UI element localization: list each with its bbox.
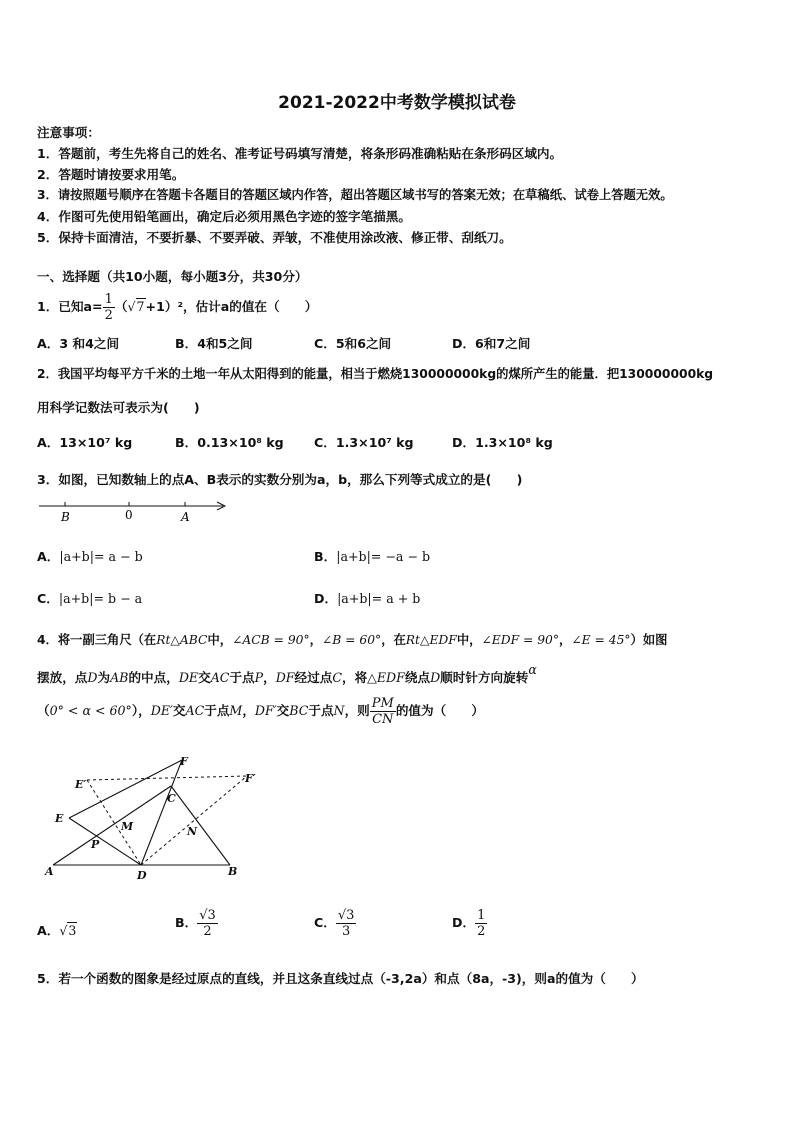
q4-l2f: DE — [178, 670, 199, 685]
q4-ratio-den: CN — [370, 711, 396, 727]
label-p: P — [91, 838, 100, 851]
q4-l2s: 顺时针方向旋转 — [440, 670, 529, 685]
q3-option-b-expr: |a+b|= −a − b — [336, 549, 431, 564]
q4-l1b: Rt△ABC — [156, 633, 208, 647]
q4-l3m: 于点 — [308, 703, 334, 718]
question-2-line-1: 2．我国平均每平方千米的土地一年从太阳得到的能量，相当于燃烧130000000kg的煤所产生的能量．把130000000kg — [37, 367, 714, 381]
q4-l3e: 交 — [172, 703, 186, 718]
label-zero: 0 — [125, 508, 133, 522]
segment-df-prime — [141, 776, 247, 865]
q4-l3c: ）， — [131, 703, 151, 718]
q4-l1a: 4．将一副三角尺（在 — [37, 633, 157, 647]
q4-l3g: 于点 — [204, 703, 230, 718]
q4-l3h: M — [229, 703, 243, 718]
q1-open: （ — [114, 299, 128, 314]
q4-l2m: 经过点 — [294, 670, 333, 685]
q3-option-c-label: C． — [37, 591, 59, 606]
q2-option-a[interactable] — [37, 432, 132, 451]
q1-sqrt-symbol: √ — [127, 299, 136, 314]
q4-l2q: 绕点 — [404, 670, 431, 685]
q4-l2l: DF — [275, 670, 295, 685]
q3-option-c[interactable] — [37, 588, 142, 607]
question-4-line-2 — [37, 662, 537, 686]
section-heading: 一、选择题（共10小题，每小题3分，共30分） — [37, 269, 308, 284]
q2-option-c[interactable] — [314, 432, 414, 451]
q4-l1e: ， — [309, 633, 322, 647]
label-b: B — [61, 510, 70, 524]
question-5-stem: 5．若一个函数的图象是经过原点的直线，并且这条直线过点（-3,2a）和点（8a，-3)，则a的值为（ ） — [37, 971, 644, 986]
q4-l1i: 中， — [456, 633, 482, 647]
q4-option-a-value: √3 — [59, 923, 77, 938]
q4-option-d-label: D． — [452, 915, 476, 930]
note-item-1: 1．答题前，考生先将自己的姓名、准考证号码填写清楚，将条形码准确粘贴在条形码区域内。 — [37, 146, 563, 161]
q4-l1d: ∠ACB = 90° — [232, 633, 310, 647]
q2-option-d-value: 1.3×10⁸ kg — [475, 435, 553, 450]
q4-l1l: ∠E = 45° — [571, 633, 631, 647]
q4-l2p: △EDF — [367, 670, 405, 685]
q4-option-d-num: 1 — [477, 908, 486, 923]
q1-option-b[interactable]: B．4和5之间 — [175, 336, 253, 351]
question-3-stem: 3．如图，已知数轴上的点A、B表示的实数分别为a，b，那么下列等式成立的是( ) — [37, 472, 523, 487]
q2-option-a-label: A． — [37, 435, 60, 450]
q4-l2g: 交 — [198, 670, 211, 685]
label-f: F — [180, 755, 188, 768]
q4-l1g: ，在 — [381, 633, 406, 647]
q4-option-c[interactable] — [314, 908, 356, 939]
q4-option-b-den: 2 — [197, 923, 218, 939]
q4-l3d: DE′ — [150, 703, 173, 718]
q3-option-b-label: B． — [314, 549, 337, 564]
q4-option-a-radicand: 3 — [68, 923, 77, 938]
q4-l3b: 0° < α < 60° — [49, 703, 132, 718]
q3-option-d[interactable] — [314, 588, 420, 607]
q4-ratio-fraction — [370, 696, 396, 727]
q4-l2j: P — [254, 670, 264, 685]
question-2-line-2: 用科学记数法可表示为( ) — [37, 400, 200, 415]
q4-l2h: AC — [210, 670, 230, 685]
q2-option-b-value: 0.13×10⁸ kg — [197, 435, 284, 450]
segment-df — [141, 760, 182, 865]
q1-option-c[interactable]: C．5和6之间 — [314, 336, 392, 351]
q4-option-b[interactable] — [175, 908, 218, 939]
q4-l2d: AB — [110, 670, 129, 685]
question-1-stem — [37, 292, 317, 323]
q4-l1f: ∠B = 60° — [321, 633, 382, 647]
q3-option-b[interactable] — [314, 546, 430, 565]
label-d: D — [137, 869, 147, 882]
q4-option-a[interactable] — [37, 920, 77, 939]
question-4-line-3 — [37, 696, 484, 727]
q4-l1j: ∠EDF = 90° — [481, 633, 560, 647]
note-item-5: 5．保持卡面清洁，不要折暴、不要弄破、弄皱，不准使用涂改液、修正带、刮纸刀。 — [37, 230, 512, 245]
q4-l3j: DF′ — [254, 703, 277, 718]
q4-l2c: 为 — [97, 670, 111, 685]
q1-frac-num: 1 — [104, 292, 113, 307]
q2-option-d-label: D． — [452, 435, 476, 450]
note-item-3: 3．请按照题号顺序在答题卡各题目的答题区域内作答，超出答题区域书写的答案无效；在草稿纸、试卷上答题无效。 — [37, 188, 673, 202]
q4-l3i: ， — [242, 703, 255, 718]
q3-option-d-label: D． — [314, 591, 338, 606]
q4-l2i: 于点 — [229, 670, 255, 685]
q4-l3p: 的值为（ ） — [395, 703, 484, 718]
q2-option-a-value: 13×10⁷ kg — [59, 435, 133, 450]
q4-l2r: D — [430, 670, 441, 685]
label-a: A — [45, 865, 54, 878]
q2-option-c-value: 1.3×10⁷ kg — [335, 435, 414, 450]
q3-option-a-label: A． — [37, 549, 60, 564]
q1-option-a[interactable]: A．3 和4之间 — [37, 336, 120, 351]
q4-l2k: ， — [263, 670, 276, 685]
label-e: E — [55, 812, 64, 825]
q3-option-a[interactable] — [37, 546, 143, 565]
label-f-prime: F′ — [245, 772, 256, 785]
q4-l3l: BC — [289, 703, 309, 718]
q4-l1c: 中， — [207, 633, 233, 647]
q1-fraction — [103, 292, 115, 323]
segment-e-prime-f-prime — [87, 776, 247, 780]
q4-option-b-fraction — [197, 908, 218, 939]
note-item-2: 2．答题时请按要求用笔。 — [37, 167, 185, 182]
q4-option-c-fraction — [336, 908, 357, 939]
q4-ratio-num: PM — [371, 696, 394, 711]
label-c: C — [167, 792, 176, 805]
q2-option-c-label: C． — [314, 435, 336, 450]
q4-l2a: 摆放，点 — [37, 670, 88, 685]
q3-option-d-expr: |a+b|= a + b — [337, 591, 421, 606]
q4-option-b-num: √3 — [199, 908, 216, 923]
notes-heading: 注意事项： — [37, 125, 100, 140]
q2-option-b[interactable] — [175, 432, 284, 451]
q4-option-c-den: 3 — [336, 923, 357, 939]
q4-l2t: α — [528, 662, 537, 677]
q4-l3k: 交 — [276, 703, 290, 718]
q4-l1h: Rt△EDF — [405, 633, 457, 647]
q3-option-c-expr: |a+b|= b − a — [58, 591, 143, 606]
q1-frac-den: 2 — [104, 308, 113, 323]
note-item-4: 4．作图可先使用铅笔画出，确定后必须用黑色字迹的签字笔描黑。 — [37, 209, 411, 224]
q4-l2o: ，将 — [341, 670, 368, 685]
label-n: N — [187, 825, 198, 838]
q4-l2n: C — [332, 670, 342, 685]
label-b: B — [228, 865, 238, 878]
label-m: M — [121, 820, 134, 833]
q1-prefix: 1．已知a= — [37, 299, 103, 314]
page-title: 2021-2022中考数学模拟试卷 — [278, 93, 516, 113]
q3-option-a-expr: |a+b|= a − b — [59, 549, 143, 564]
q4-l1k: ， — [559, 633, 572, 647]
q4-l3n: N — [333, 703, 345, 718]
number-line-figure — [37, 497, 237, 527]
q1-sqrt — [127, 298, 145, 314]
q2-option-d[interactable] — [452, 432, 553, 451]
q4-option-c-label: C． — [314, 915, 336, 930]
q4-l3f: AC — [185, 703, 205, 718]
q4-option-c-num: √3 — [337, 908, 355, 923]
q4-l1m: ）如图 — [630, 633, 668, 647]
q4-l3a: （ — [37, 703, 50, 718]
q4-l2e: 的中点， — [128, 670, 179, 685]
q4-l3o: ，则 — [344, 703, 370, 718]
label-e-prime: E′ — [75, 778, 87, 791]
q4-option-a-label: A． — [37, 923, 60, 938]
q1-close: +1）²，估计a的值在（ ） — [145, 299, 318, 314]
q1-sqrt-arg: 7 — [136, 299, 145, 314]
triangle-rotation-figure — [37, 748, 277, 883]
q4-option-b-label: B． — [175, 915, 198, 930]
q1-option-d[interactable]: D．6和7之间 — [452, 336, 531, 351]
question-4-line-1 — [37, 630, 667, 648]
q4-option-d-fraction — [475, 908, 487, 939]
q4-option-d[interactable] — [452, 908, 487, 939]
label-a: A — [181, 510, 190, 524]
q4-l2b: D — [87, 670, 98, 685]
segment-ac — [53, 786, 171, 865]
q2-option-b-label: B． — [175, 435, 198, 450]
q4-option-d-den: 2 — [477, 924, 486, 939]
